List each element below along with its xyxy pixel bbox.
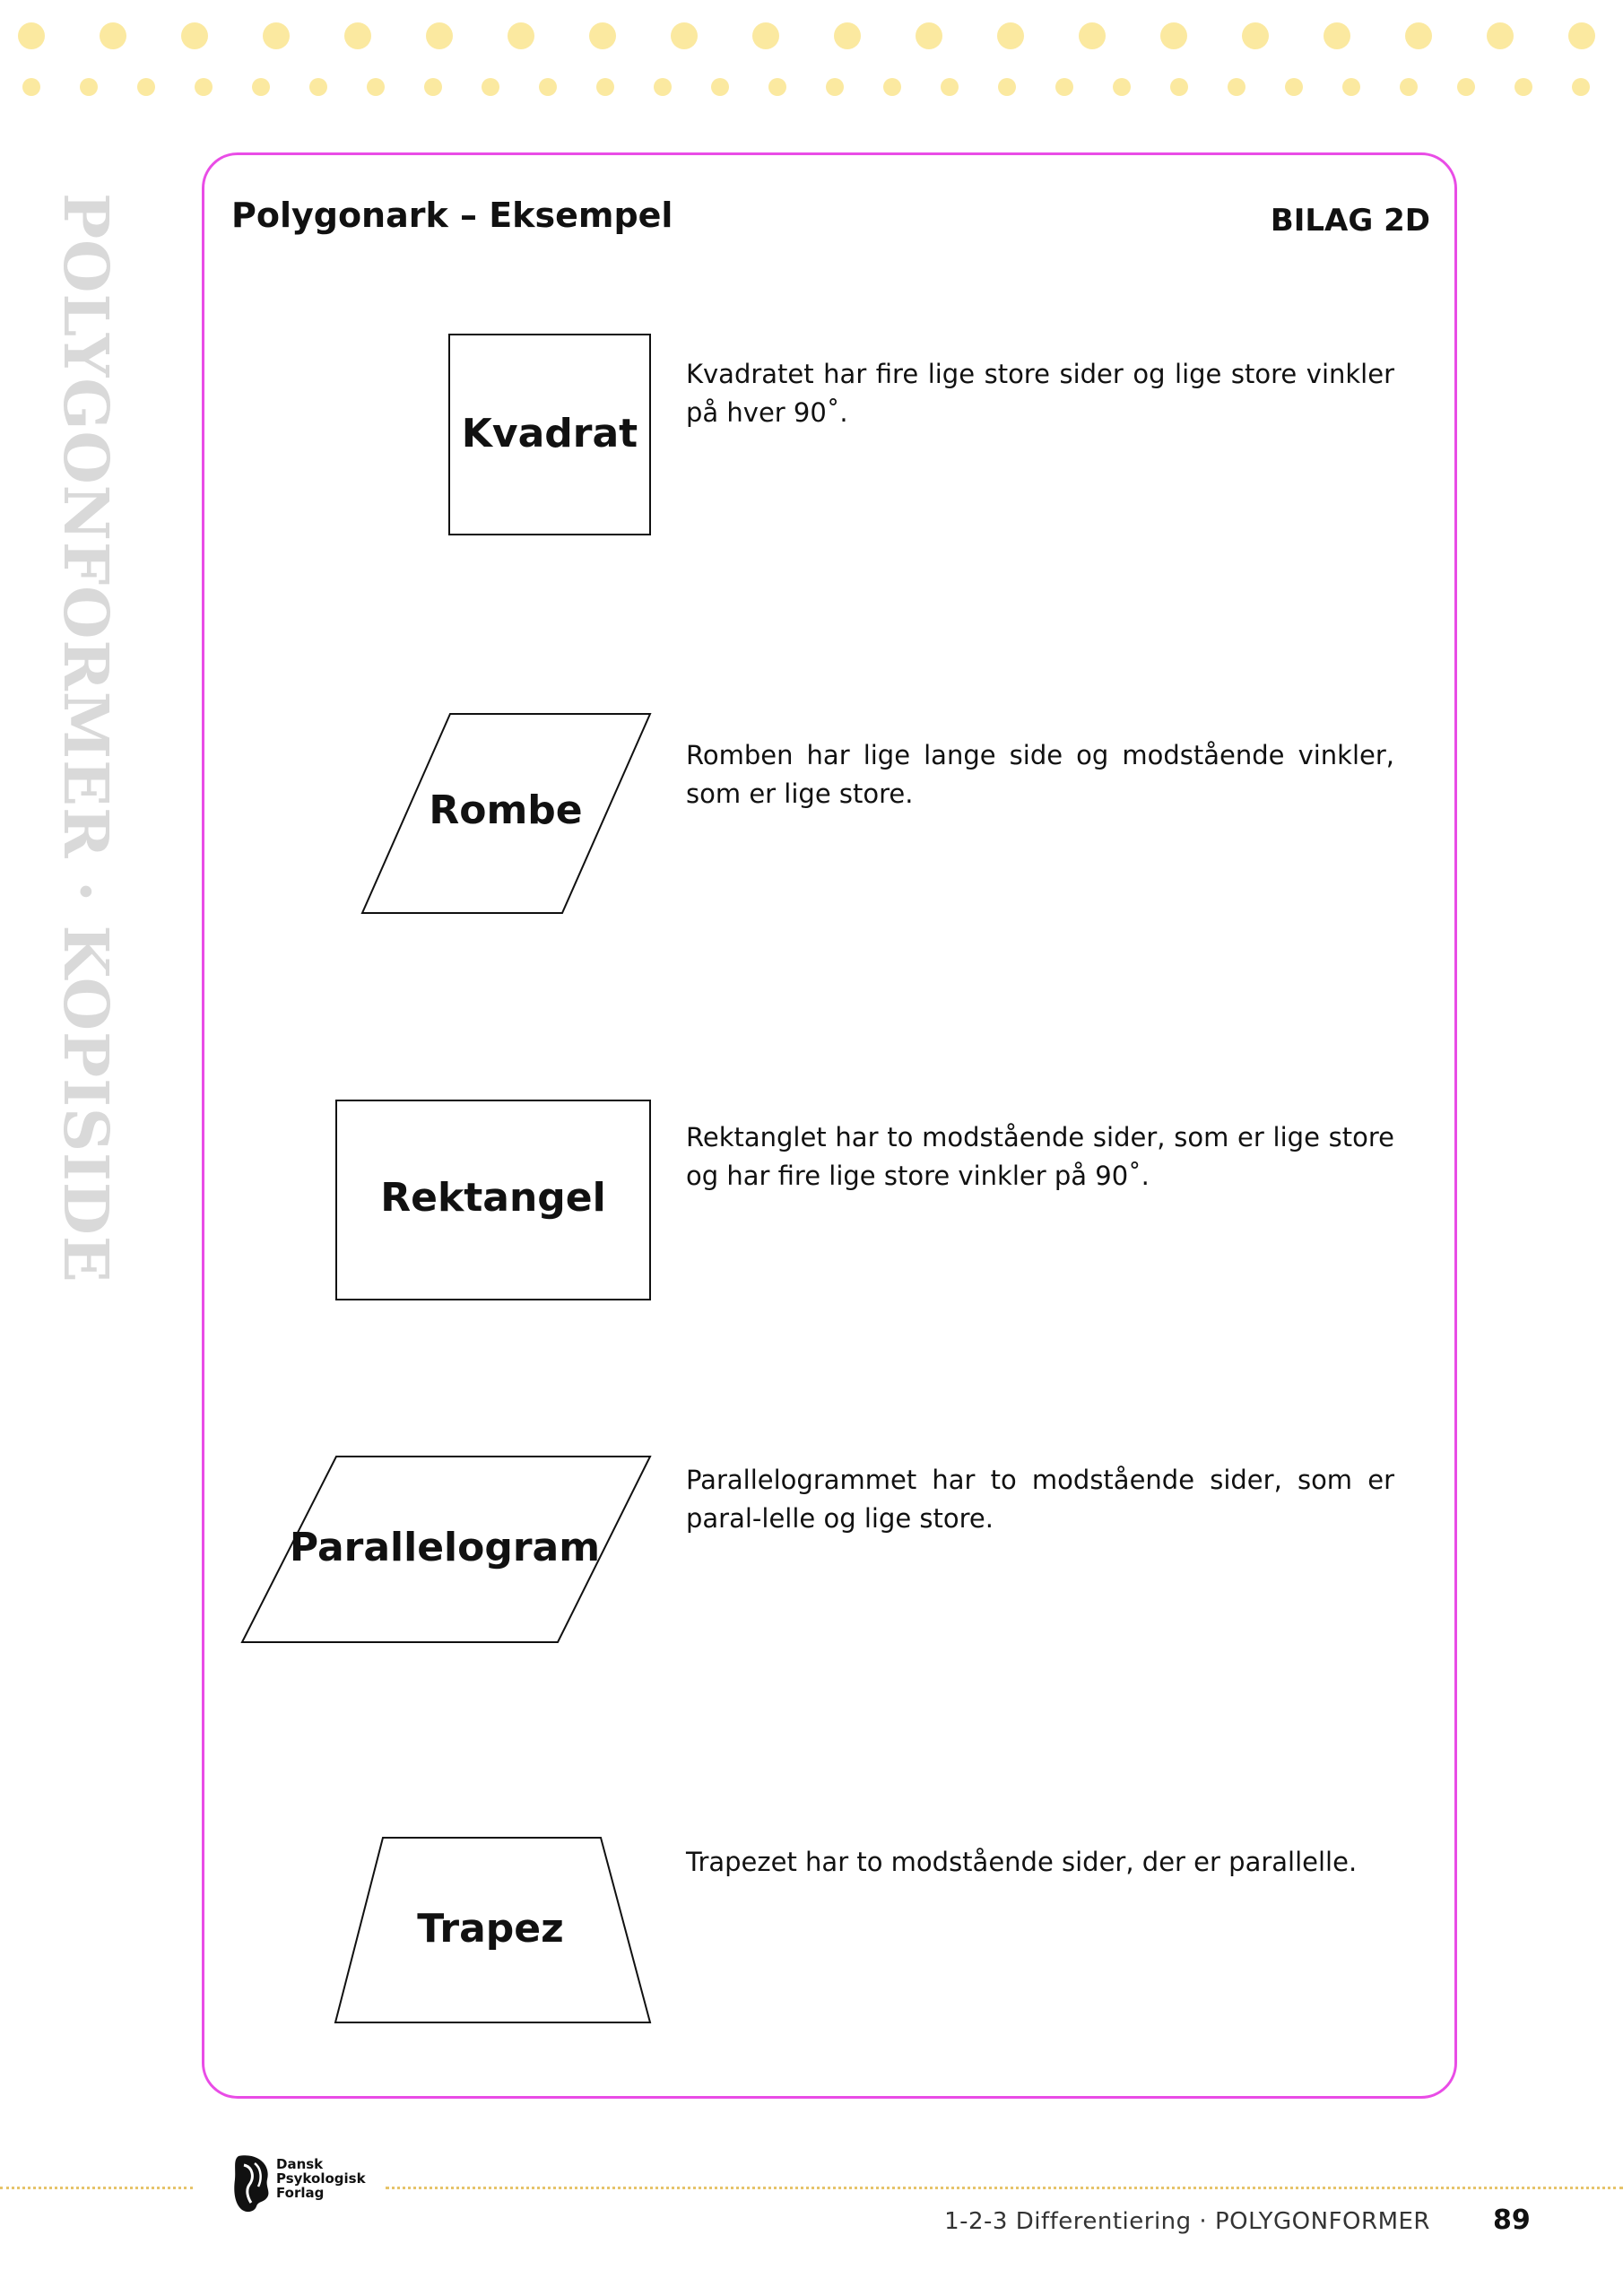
decorative-dot (998, 78, 1016, 96)
decorative-dot (18, 22, 45, 49)
parallelogram-label: Parallelogram (289, 1525, 601, 1570)
rhombus-description: Romben har lige lange side og modstående vinkler, som er lige store. (686, 740, 1394, 809)
publisher-name: Dansk Psykologisk Forlag (276, 2156, 366, 2201)
decorative-dot (1228, 78, 1245, 96)
rectangle-description: Rektanglet har to modstående sider, som er lige store og har fire lige store vinkler på 90˚. (686, 1122, 1394, 1191)
trapezoid-description: Trapezet har to modstående sider, der er parallelle. (686, 1847, 1358, 1877)
decorative-dot (195, 78, 213, 96)
decorative-dot (1405, 22, 1432, 49)
decorative-dot (1457, 78, 1475, 96)
decorative-dot (263, 22, 290, 49)
decorative-dot (1487, 22, 1514, 49)
decorative-dot (539, 78, 557, 96)
decorative-dot (768, 78, 786, 96)
decorative-dot (1515, 78, 1532, 96)
decorative-dot (916, 22, 942, 49)
decorative-dot (252, 78, 270, 96)
rhombus-label: Rombe (429, 787, 583, 833)
decorative-dot (100, 22, 126, 49)
decorative-dot (344, 22, 371, 49)
decorative-dot (1170, 78, 1188, 96)
decorative-dot (834, 22, 861, 49)
publisher-logo-icon (231, 2152, 273, 2215)
decorative-dot (80, 78, 98, 96)
square-label: Kvadrat (461, 411, 638, 457)
decorative-dot (1568, 22, 1595, 49)
sheet-title: Polygonark – Eksempel (231, 196, 673, 235)
footer-book-title: 1-2-3 Differentiering · POLYGONFORMER (944, 2208, 1430, 2235)
side-title: POLYGONFORMER · KOPISIDE (49, 193, 121, 1283)
decorative-dot (1342, 78, 1360, 96)
decorative-dot (482, 78, 499, 96)
decorative-dot (589, 22, 616, 49)
decorative-dot (883, 78, 901, 96)
decorative-dot (596, 78, 614, 96)
decorative-dot (181, 22, 208, 49)
decorative-dot (137, 78, 155, 96)
footer-divider-right (386, 2187, 1623, 2189)
decorative-dot (1572, 78, 1590, 96)
decorative-dot (826, 78, 844, 96)
decorative-dot (941, 78, 959, 96)
decorative-dot (426, 22, 453, 49)
decorative-dot (424, 78, 442, 96)
decorative-dot (1113, 78, 1131, 96)
decorative-dot (997, 22, 1024, 49)
bilag-label: BILAG 2D (1270, 203, 1430, 239)
decorative-dot (1055, 78, 1073, 96)
square-description: Kvadratet har fire lige store sider og lige store vinkler på hver 90˚. (686, 359, 1394, 428)
decorative-dot (1324, 22, 1350, 49)
decorative-dot (1160, 22, 1187, 49)
parallelogram-description: Parallelogrammet har to modstående sider, som er paral-lelle og lige store. (686, 1465, 1394, 1534)
footer-divider-left (0, 2187, 193, 2189)
decorative-dot (1285, 78, 1303, 96)
decorative-dot (671, 22, 698, 49)
decorative-dot (1079, 22, 1106, 49)
decorative-dot (309, 78, 327, 96)
decorative-dot (654, 78, 672, 96)
decorative-dot (1242, 22, 1269, 49)
decorative-dot (508, 22, 534, 49)
decorative-dot (22, 78, 40, 96)
decorative-dot (752, 22, 779, 49)
page-number: 89 (1493, 2205, 1531, 2236)
decorative-dot (711, 78, 729, 96)
decorative-dot (367, 78, 385, 96)
decorative-dot (1400, 78, 1418, 96)
trapezoid-label: Trapez (417, 1906, 564, 1952)
rectangle-label: Rektangel (380, 1175, 606, 1221)
